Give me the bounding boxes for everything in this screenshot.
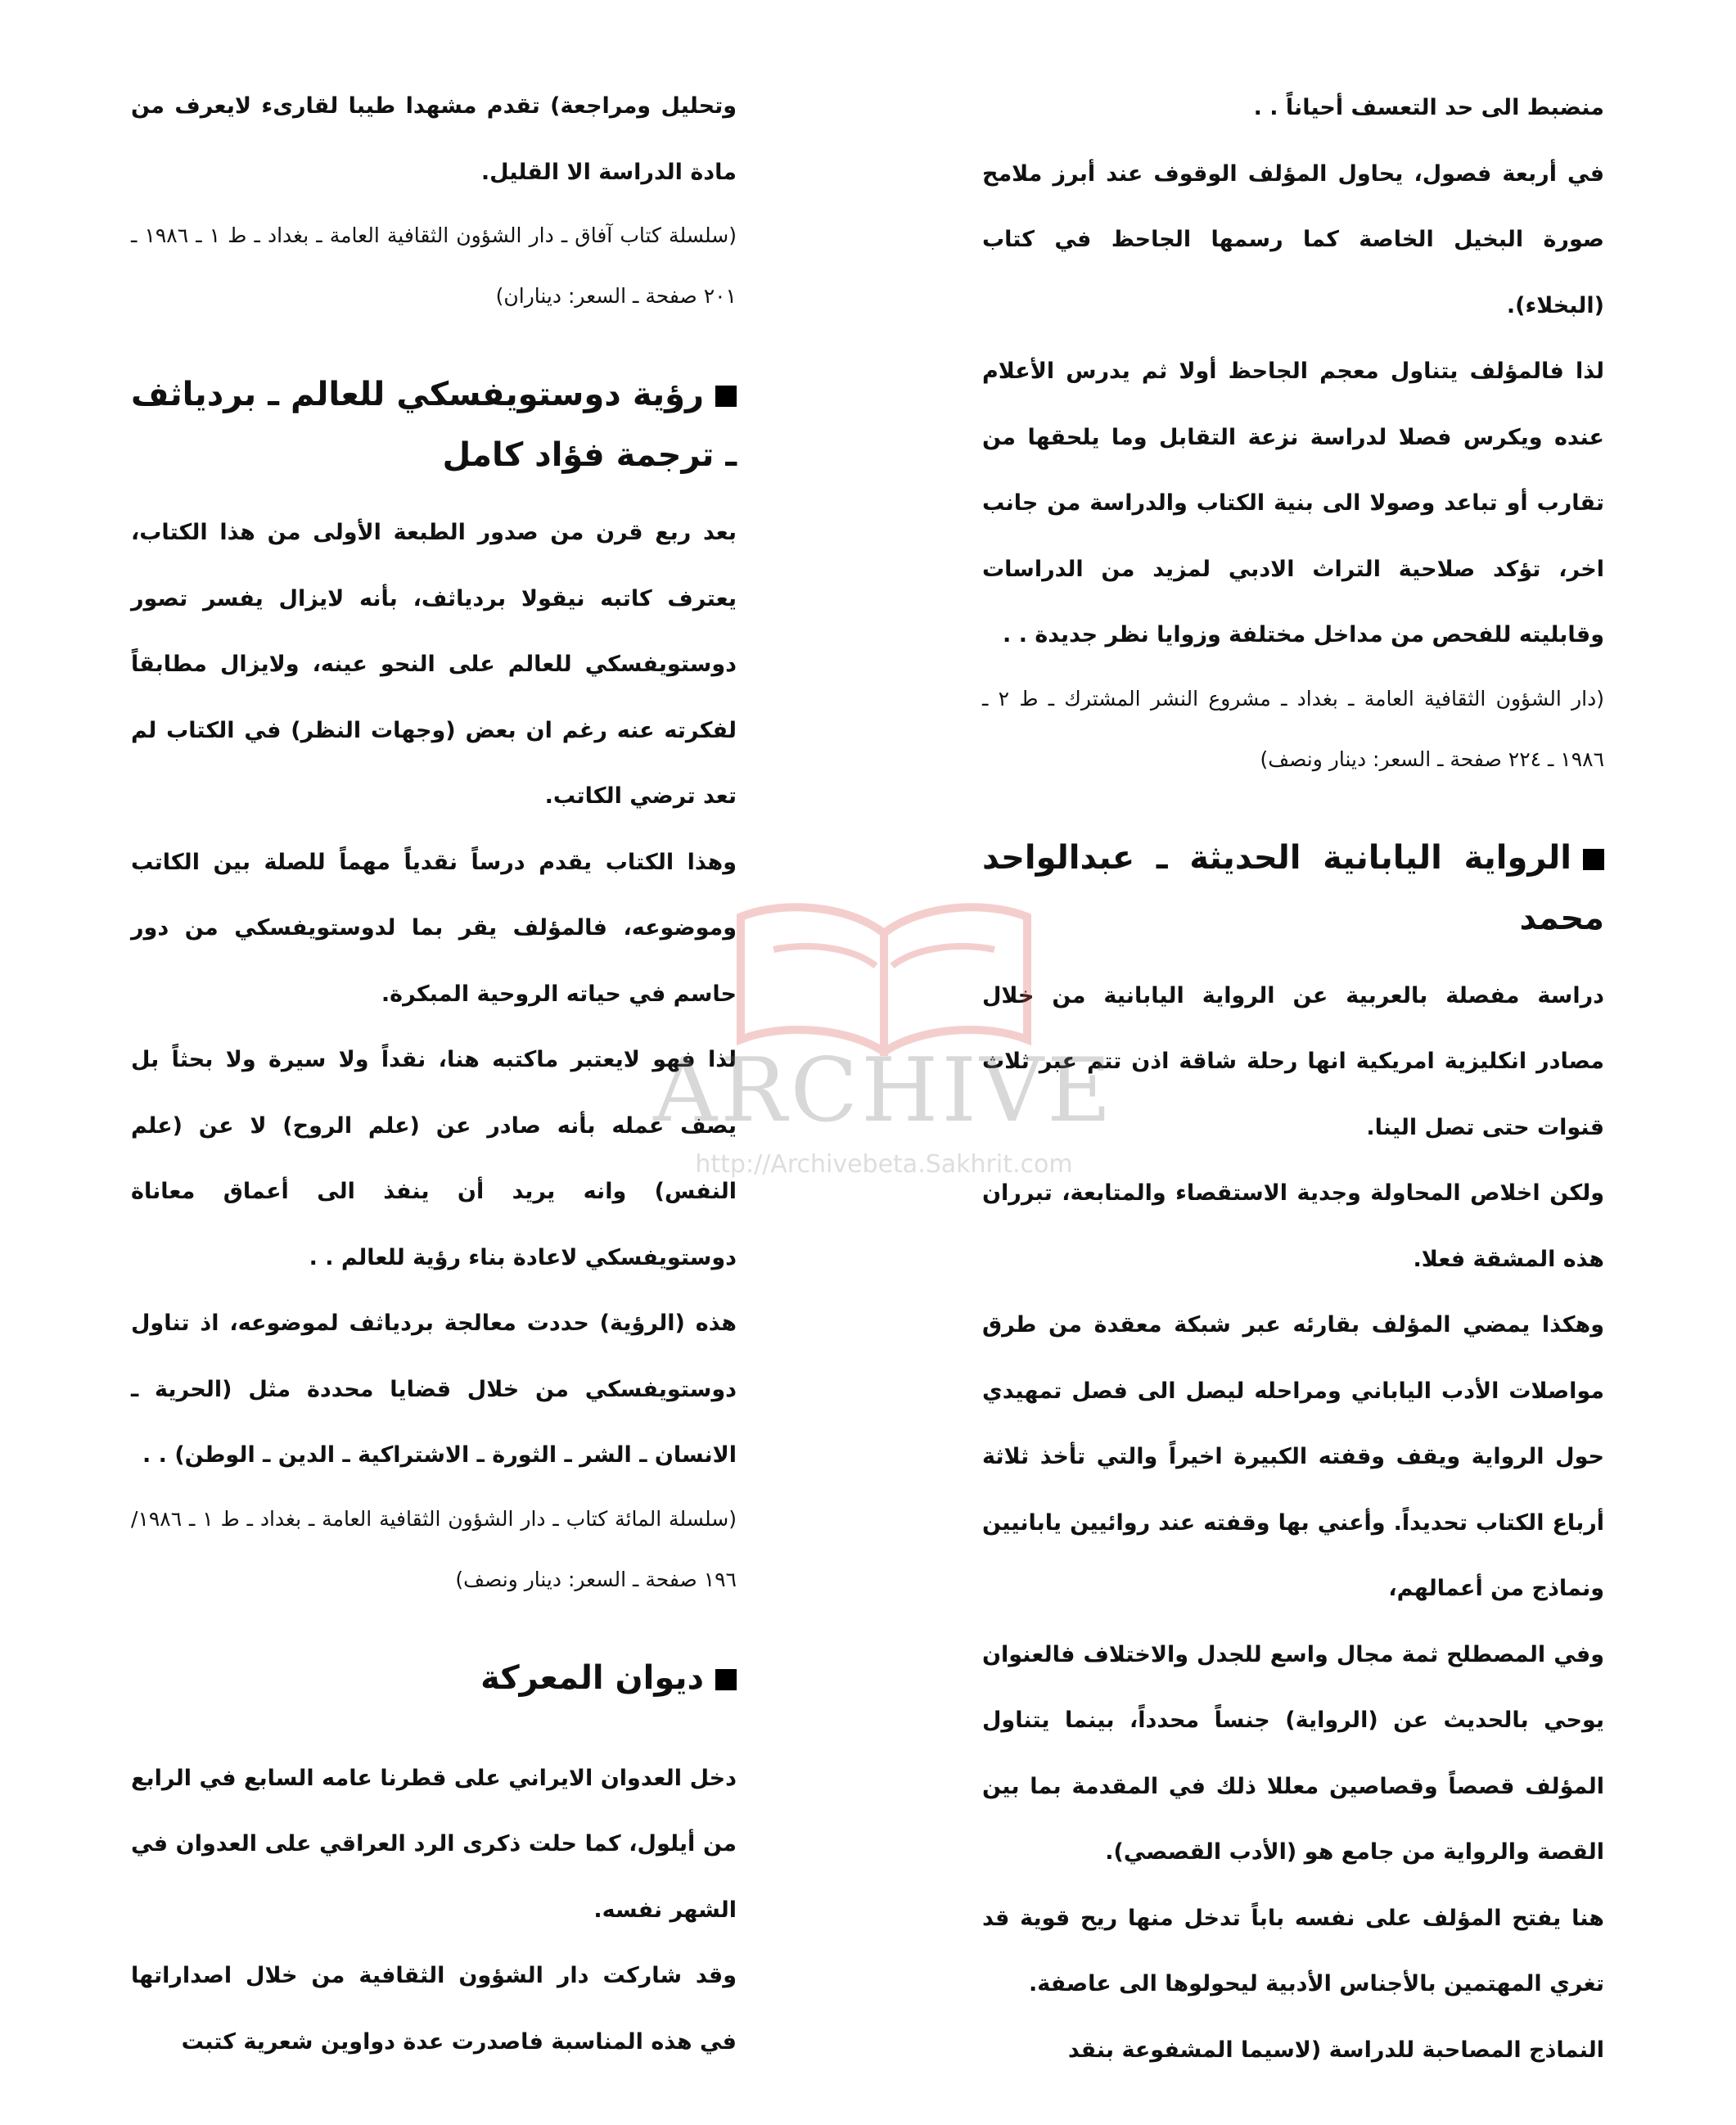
left-column xyxy=(131,0,737,2125)
publication-source: (سلسلة كتاب آفاق ـ دار الشؤون الثقافية العامة ـ بغداد ـ ط ١ ـ ١٩٨٦ ـ ٢٠١ صفحة ـ السعر: ديناران) xyxy=(131,223,737,308)
article-paragraph: وفي المصطلح ثمة مجال واسع للجدل والاختلاف فالعنوان يوحي بالحديث عن (الرواية) جنساً محدداً، بينما يتناول المؤلف قصصاً وقصاصين معللا ذلك في المقدمة بما بين القصة والرواية من جامع هو (الأدب القصصي). xyxy=(982,1641,1604,1865)
section-heading xyxy=(131,1648,737,1708)
section-heading xyxy=(982,828,1604,949)
article-paragraph: دخل العدوان الايراني على قطرنا عامه السابع في الرابع من أيلول، كما حلت ذكرى الرد العراقي على العدوان في الشهر نفسه. xyxy=(131,1765,737,1923)
square-bullet-icon xyxy=(1583,849,1604,870)
article-paragraph: وتحليل ومراجعة) تقدم مشهدا طيبا لقارىء لايعرف من مادة الدراسة الا القليل. xyxy=(131,93,737,185)
article-paragraph: وقد شاركت دار الشؤون الثقافية من خلال اصداراتها في هذه المناسبة فاصدرت عدة دواوين شعرية كتبت xyxy=(131,1963,737,2055)
article-paragraph: منضبط الى حد التعسف أحياناً . . xyxy=(1253,95,1604,120)
publication-source: (دار الشؤون الثقافية العامة ـ بغداد ـ مشروع النشر المشترك ـ ط ٢ ـ ١٩٨٦ ـ ٢٢٤ صفحة ـ السعر: دينار ونصف) xyxy=(982,686,1604,771)
article-paragraph: ولكن اخلاص المحاولة وجدية الاستقصاء والمتابعة، تبرران هذه المشقة فعلا. xyxy=(982,1180,1604,1272)
article-paragraph: هذه (الرؤية) حددت معالجة بردياثف لموضوعه، اذ تناول دوستويفسكي من خلال قضايا محددة مثل (الحرية ـ الانسان ـ الشر ـ الثورة ـ الاشتراكية ـ الدين ـ الوطن) . . xyxy=(131,1311,737,1468)
article-paragraph: دراسة مفصلة بالعربية عن الرواية اليابانية من خلال مصادر انكليزية امريكية انها رحلة شاقة اذن تتم عبر ثلاث قنوات حتى تصل الينا. xyxy=(982,982,1604,1140)
article-paragraph: وهذا الكتاب يقدم درساً نقدياً مهماً للصلة بين الكاتب وموضوعه، فالمؤلف يقر بما لدوستويفسكي من دور حاسم في حياته الروحية المبكرة. xyxy=(131,849,737,1007)
article-paragraph: بعد ربع قرن من صدور الطبعة الأولى من هذا الكتاب، يعترف كاتبه نيقولا بردياثف، بأنه لايزال يفسر تصور دوستويفسكي للعالم على النحو عينه، ولايزال مطابقاً لفكرته عنه رغم ان بعض (وجهات النظر) في الكتاب لم تعد ترضي الكاتب. xyxy=(131,520,737,809)
article-paragraph: النماذج المصاحبة للدراسة (لاسيما المشفوعة بنقد xyxy=(1067,2037,1604,2063)
heading-text: الرواية اليابانية الحديثة ـ عبدالواحد محمد xyxy=(982,838,1604,937)
square-bullet-icon xyxy=(715,1669,737,1690)
heading-text: ديوان المعركة xyxy=(480,1658,704,1697)
right-column xyxy=(982,0,1604,2125)
watermark-url: http://Archivebeta.Sakhrit.com xyxy=(695,1150,1073,1179)
publication-source: (سلسلة المائة كتاب ـ دار الشؤون الثقافية العامة ـ بغداد ـ ط ١ ـ ١٩٨٦/ ١٩٦ صفحة ـ السعر: دينار ونصف) xyxy=(131,1506,737,1591)
article-paragraph: وهكذا يمضي المؤلف بقارئه عبر شبكة معقدة من طرق مواصلات الأدب الياباني ومراحله ليصل الى فصل تمهيدي حول الرواية ويقف وقفته الكبيرة اخيراً والتي تأخذ ثلاثة أرباع الكتاب تحديداً. وأعني بها وقفته عند روائيين يابانيين ونماذج من أعمالهم، xyxy=(982,1312,1604,1601)
section-heading xyxy=(131,364,737,485)
watermark-text: ARCHIVE xyxy=(653,1040,1115,1142)
article-paragraph: هنا يفتح المؤلف على نفسه باباً تدخل منها ريح قوية قد تغري المهتمين بالأجناس الأدبية ليحولوها الى عاصفة. xyxy=(982,1905,1604,1996)
article-paragraph: لذا فهو لايعتبر ماكتبه هنا، نقداً ولا سيرة ولا بحثاً بل يصف عمله بأنه صادر عن (علم الروح) لا عن (علم النفس) وانه يريد أن ينفذ الى أعماق معاناة دوستويفسكي لاعادة بناء رؤية للعالم . . xyxy=(131,1047,737,1270)
article-paragraph: في أربعة فصول، يحاول المؤلف الوقوف عند أبرز ملامح صورة البخيل الخاصة كما رسمها الجاحظ في كتاب (البخلاء). xyxy=(982,160,1604,318)
article-paragraph: لذا فالمؤلف يتناول معجم الجاحظ أولا ثم يدرس الأعلام عنده ويكرس فصلا لدراسة نزعة التقابل وما يلحقها من تقارب أو تباعد وصولا الى بنية الكتاب والدراسة من جانب اخر، تؤكد صلاحية التراث الادبي لمزيد من الدراسات وقابليته للفحص من مداخل مختلفة وزوايا نظر جديدة . . xyxy=(982,359,1604,647)
square-bullet-icon xyxy=(715,386,737,407)
heading-text: رؤية دوستويفسكي للعالم ـ بردياثف ـ ترجمة فؤاد كامل xyxy=(131,376,737,474)
